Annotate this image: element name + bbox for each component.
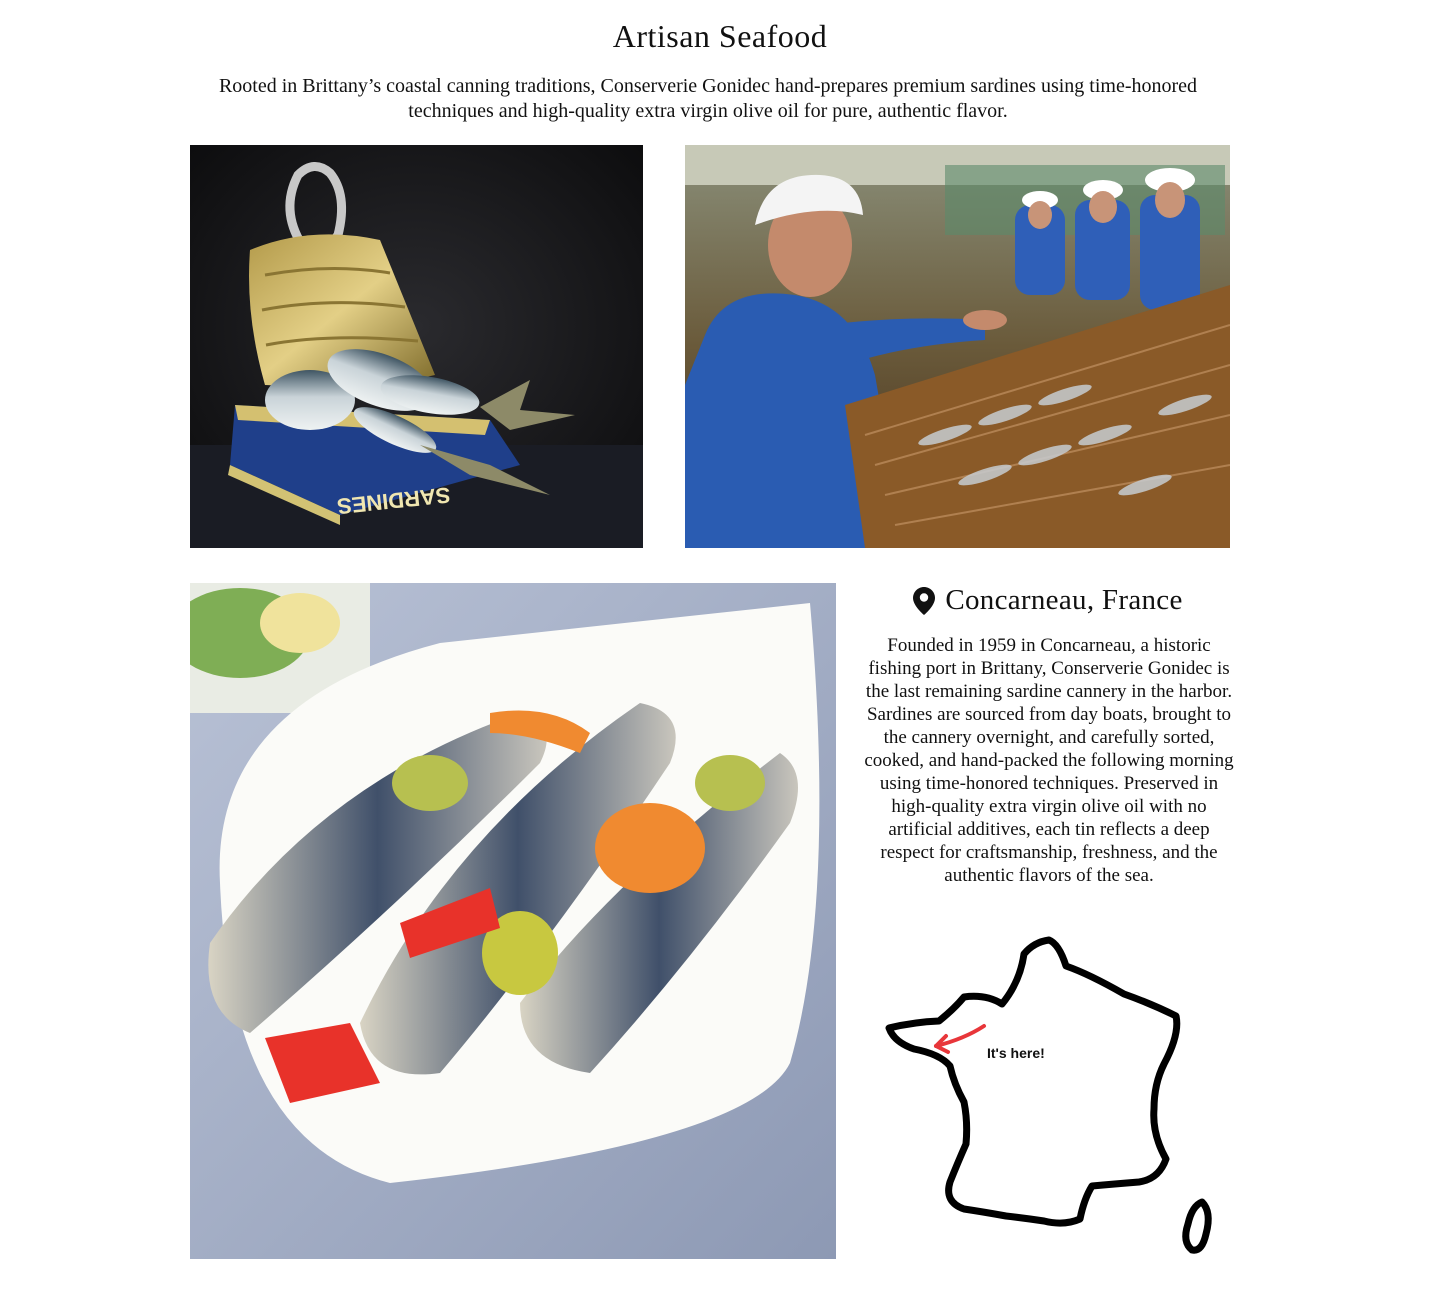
corsica-outline: [1186, 1202, 1209, 1250]
map-pin-icon: [913, 587, 935, 615]
location-heading: [858, 584, 1238, 617]
france-outline: [889, 940, 1177, 1223]
map-callout-label: It's here!: [987, 1045, 1045, 1061]
tin-label: SARDINES: [335, 482, 452, 520]
plated-sardines-photo: [190, 583, 836, 1259]
location-title: Concarneau, France: [945, 584, 1183, 616]
company-story: Founded in 1959 in Concarneau, a historic fishing port in Brittany, Conserverie Gonidec is the last remaining sardine cannery in the harbor. Sardines are sourced from day boats, brought to the cannery overnight, and carefully sorted, cooked, and hand-packed the following morning using time-honored techniques. Preserved in high-quality extra virgin olive oil with no artificial additives, each tin reflects a deep respect for craftsmanship, freshness, and the authentic flavors of the sea.: [864, 635, 1234, 886]
france-map: [884, 934, 1224, 1264]
sardine-tin-photo: [190, 145, 643, 548]
intro-text: Rooted in Brittany’s coastal canning traditions, Conserverie Gonidec hand-prepares premium sardines using time-honored techniques and high-quality extra virgin olive oil for pure, authentic flavor.: [218, 75, 1198, 122]
cannery-workers-photo: [685, 145, 1230, 548]
page-title: Artisan Seafood: [612, 18, 828, 54]
